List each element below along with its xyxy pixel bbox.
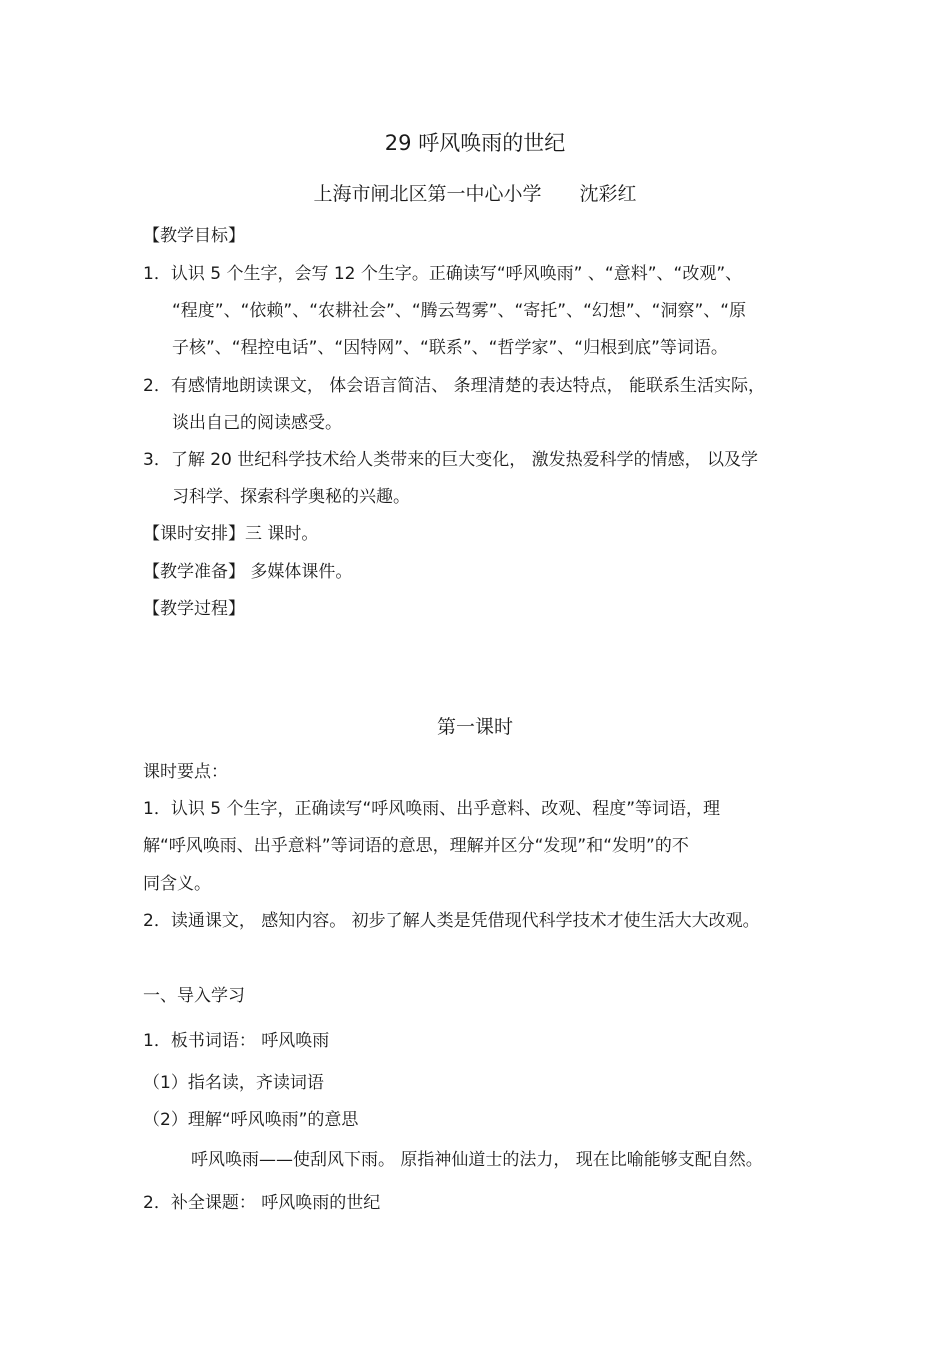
section-1-heading: 一、导入学习 [143,986,245,1006]
key-point-1-line-2: 解“呼风唤雨、出乎意料”等词语的意思，理解并区分“发现”和“发明”的不 [143,836,689,856]
schedule-line: 【课时安排】三 课时。 [143,524,319,544]
step-2: 2．补全课题： 呼风唤雨的世纪 [143,1193,381,1213]
step-1-a: （1）指名读，齐读词语 [143,1073,324,1093]
goal-2-line-2: 谈出自己的阅读感受。 [172,413,342,433]
author-line: 上海市闸北区第一中心小学 沈彩红 [313,183,637,205]
goal-2-line-1: 2．有感情地朗读课文， 体会语言简洁、 条理清楚的表达特点， 能联系生活实际， [143,376,766,396]
goal-3-line-2: 习科学、探索科学奥秘的兴趣。 [172,487,410,507]
goals-heading: 【教学目标】 [143,226,245,246]
goal-1-line-1: 1．认识 5 个生字，会写 12 个生字。正确读写“呼风唤雨” 、“意料”、“改观”、 [143,264,743,284]
goal-1-line-2: “程度”、“依赖”、“农耕社会”、“腾云驾雾”、“寄托”、“幻想”、“洞察”、“原 [172,301,747,321]
step-1-b: （2）理解“呼风唤雨”的意思 [143,1110,359,1130]
step-1-definition: 呼风唤雨——使刮风下雨。 原指神仙道士的法力， 现在比喻能够支配自然。 [191,1150,763,1170]
goal-1-line-3: 子核”、“程控电话”、“因特网”、“联系”、“哲学家”、“归根到底”等词语。 [172,338,728,358]
lesson-1-title: 第一课时 [436,716,513,738]
goal-3-line-1: 3．了解 20 世纪科学技术给人类带来的巨大变化， 激发热爱科学的情感， 以及学 [143,450,759,470]
key-point-2: 2．读通课文， 感知内容。 初步了解人类是凭借现代科学技术才使生活大大改观。 [143,911,760,931]
key-points-label: 课时要点： [143,762,228,782]
prep-line: 【教学准备】 多媒体课件。 [143,562,353,582]
key-point-1-line-1: 1．认识 5 个生字，正确读写“呼风唤雨、出乎意料、改观、程度”等词语，理 [143,799,721,819]
key-point-1-line-3: 同含义。 [143,874,211,894]
lesson-title: 29 呼风唤雨的世纪 [384,131,566,155]
process-heading: 【教学过程】 [143,599,245,619]
step-1: 1．板书词语： 呼风唤雨 [143,1031,330,1051]
